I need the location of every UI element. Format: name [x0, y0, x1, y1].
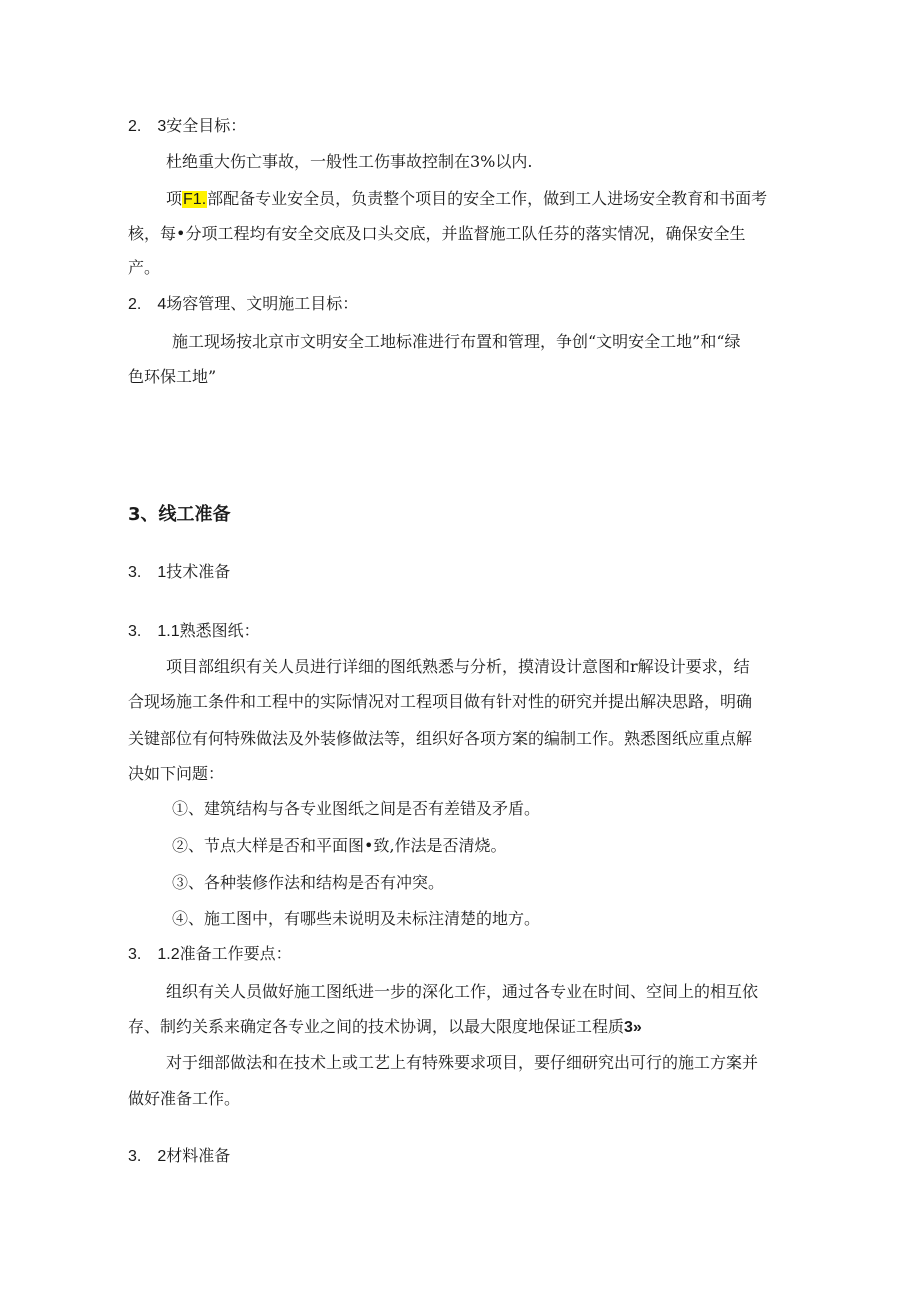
paragraph-line: 产。: [128, 258, 161, 277]
text-fragment: 存、制约关系来确定各专业之间的技术协调，以最大限度地保证工程质: [128, 1017, 625, 1036]
paragraph-line: 合现场施工条件和工程中的实际情况对工程项目做有针对性的研究并提出解决思路，明确: [128, 692, 753, 711]
heading-3-1: 3. 1技术准备: [128, 564, 231, 581]
paragraph-line: 核，每•分项工程均有安全交底及口头交底，并监督施工队任芬的落实情况，确保安全生: [128, 224, 746, 243]
paragraph-line: [128, 1017, 642, 1038]
garbled-text: 3»: [624, 1019, 642, 1036]
paragraph-line: 组织有关人员做好施工图纸进一步的深化工作，通过各专业在时间、空间上的相互依: [166, 982, 759, 1001]
list-item: ④、施工图中，有哪些未说明及未标注清楚的地方。: [172, 909, 541, 928]
list-item: ③、各种装修作法和结构是否有冲突。: [172, 873, 445, 892]
paragraph-line: 杜绝重大伤亡事故，一般性工伤事故控制在3%以内.: [166, 152, 533, 171]
text-fragment: 部配备专业安全员，负责整个项目的安全工作，做到工人进场安全教育和书面考: [207, 189, 768, 208]
paragraph-line: 做好准备工作。: [128, 1089, 241, 1108]
highlighted-text: F1.: [183, 191, 207, 208]
paragraph-line: 施工现场按北京市文明安全工地标准进行布置和管理，争创“文明安全工地”和“绿: [172, 332, 741, 351]
heading-2-4: 2. 4场容管理、文明施工目标：: [128, 296, 359, 313]
paragraph-line: 决如下问题：: [128, 764, 225, 783]
heading-3-2: 3. 2材料准备: [128, 1148, 231, 1165]
section-title-3: 3、线工准备: [128, 504, 231, 525]
text-fragment: 项: [166, 189, 183, 208]
paragraph-line: 关键部位有何特殊做法及外装修做法等，组织好各项方案的编制工作。熟悉图纸应重点解: [128, 729, 753, 748]
paragraph-line: 色环保工地”: [128, 367, 217, 386]
heading-2-3: 2. 3安全目标：: [128, 118, 247, 135]
list-item: ①、建筑结构与各专业图纸之间是否有差错及矛盾。: [172, 799, 541, 818]
paragraph-line: 项目部组织有关人员进行详细的图纸熟悉与分析，摸清设计意图和r解设计要求，结: [166, 657, 750, 676]
paragraph-line: [166, 189, 767, 210]
list-item: ②、节点大样是否和平面图•致,作法是否清烧。: [172, 836, 507, 855]
heading-3-1-1: 3. 1.1熟悉图纸：: [128, 623, 260, 640]
paragraph-line: 对于细部做法和在技术上或工艺上有特殊要求项目，要仔细研究出可行的施工方案并: [166, 1053, 759, 1072]
heading-3-1-2: 3. 1.2准备工作要点：: [128, 946, 292, 963]
